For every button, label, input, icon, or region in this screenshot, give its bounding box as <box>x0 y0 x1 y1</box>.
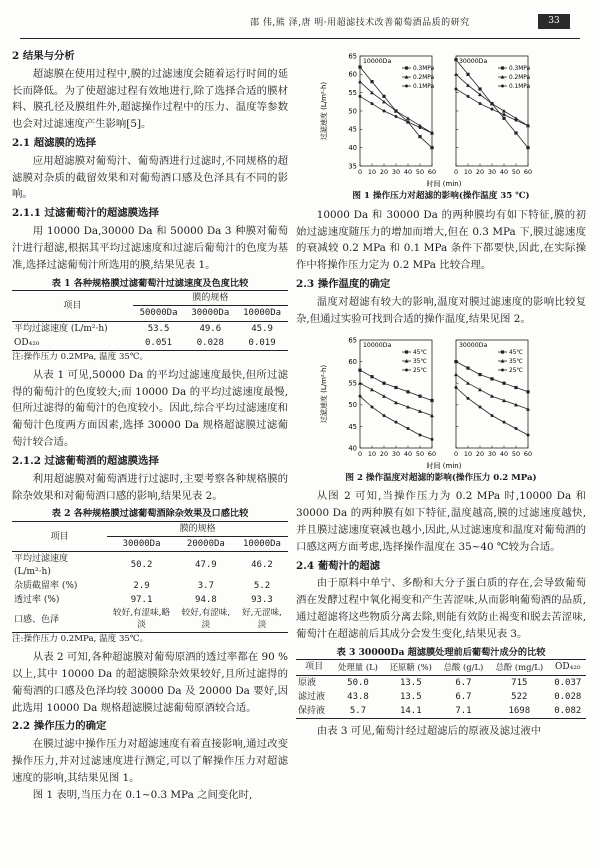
data-point <box>419 126 422 129</box>
table2-cell: 好,无涩味,淡 <box>242 607 282 630</box>
x-tick-label: 50 <box>511 449 521 458</box>
panel-label: 30000Da <box>459 341 488 349</box>
paragraph-2-1-2: 利用超滤膜对葡萄酒进行过滤时,主要考察各种规格膜的除杂效果和对葡萄酒口感的影响,结果见表 2。 <box>12 472 288 502</box>
header-rule <box>20 38 580 39</box>
legend-label: 45℃ <box>509 349 523 356</box>
data-point <box>503 113 506 116</box>
x-tick-label: 0 <box>357 168 363 176</box>
data-point <box>405 350 408 353</box>
table2-row-label: 透过率 (%) <box>14 594 60 605</box>
x-tick-label: 60 <box>523 168 533 176</box>
table3-col-header: 项目 <box>296 660 332 675</box>
table3-cell: 50.0 <box>347 677 369 688</box>
table3-col-header: 还原糖 (%) <box>384 660 438 675</box>
data-point <box>455 386 458 389</box>
table2-cell: 97.1 <box>130 594 153 605</box>
table1-cell: 0.019 <box>248 337 276 348</box>
data-point <box>527 124 530 127</box>
table3-cell: 715 <box>511 677 528 688</box>
table3-col-header: 总酚 (mg/L) <box>489 660 549 675</box>
data-point <box>454 58 457 61</box>
x-tick-label: 0 <box>453 449 459 458</box>
data-point <box>358 65 361 68</box>
table1-cell: 0.028 <box>196 337 224 348</box>
legend-label: 0.3MPa <box>413 66 435 73</box>
data-point <box>419 433 422 436</box>
x-tick-label: 60 <box>427 449 437 458</box>
data-point <box>502 381 505 384</box>
paragraph-table3-discussion: 由表 3 可见,葡萄汁经过超滤后的原液及滤过液中 <box>316 725 542 738</box>
data-point <box>406 116 410 120</box>
x-tick-label: 10 <box>463 449 473 458</box>
table1-cell: 0.051 <box>144 337 173 348</box>
table2-cell: 47.9 <box>195 560 217 571</box>
data-point <box>527 433 530 436</box>
data-point <box>406 390 409 393</box>
table3-cell: 13.5 <box>399 677 422 688</box>
table3-cell: 5.7 <box>349 705 367 716</box>
section-results-heading: 2 结果与分析 <box>12 50 75 62</box>
paragraph-table2-discussion: 从表 2 可知,各种超滤膜对葡萄原酒的透过率都在 90 %以上,其中 10000 Da 的超滤膜除杂效果较好,且所过滤得的葡萄酒的口感及色泽均较 30000 Da 及 20000 Da 要好,因此选用 10000 Da 规格超滤膜过滤葡萄原酒较合适。 <box>12 651 288 714</box>
legend-label: 0.1MPa <box>509 84 531 91</box>
table2-cell: 较好,有涩味,淡 <box>181 607 231 630</box>
data-point <box>501 85 504 88</box>
data-point <box>478 87 481 90</box>
y-tick-label: 60 <box>348 357 357 366</box>
x-tick-label: 0 <box>357 449 363 458</box>
x-tick-label: 10 <box>463 168 473 176</box>
table2-cell: 3.7 <box>197 580 214 591</box>
running-header <box>0 0 600 46</box>
table2-cell: 5.2 <box>253 580 271 591</box>
paragraph-figure1-discussion: 10000 Da 和 30000 Da 的两种膜均有如下特征,膜的初始过滤速度随压力的增加而增大,但在 0.3 MPa 下,膜过滤速度的衰减较 0.2 MPa 和 0.1 MPa 条件下都要快,因此,在实际操作中将操作压力定为 0.2 MPa 比较合理。 <box>296 208 586 272</box>
table1-col-header: 30000Da <box>184 306 236 321</box>
table2-row-label: 平均过滤速度 (L/m²·h) <box>14 554 69 577</box>
data-point <box>515 427 518 430</box>
table2-cell: 2.9 <box>133 580 150 591</box>
paragraph-2-2-continued: 图 1 表明,当压力在 0.1~0.3 MPa 之间变化时, <box>32 788 253 801</box>
data-point <box>454 360 457 363</box>
table2-col-header: 30000Da <box>107 537 175 552</box>
table3-cell: 1698 <box>508 705 531 716</box>
section-2-2-heading: 2.2 操作压力的确定 <box>12 720 107 733</box>
data-point <box>370 80 373 83</box>
y-tick-label: 55 <box>348 89 357 98</box>
data-point <box>395 115 398 118</box>
data-point <box>431 132 434 135</box>
table-row <box>12 552 288 579</box>
data-point <box>382 381 385 384</box>
data-point <box>382 95 385 98</box>
paragraph-figure2-discussion: 从图 2 可知,当操作压力为 0.2 MPa 时,10000 Da 和 30000 Da 的两种膜有如下特征,温度越高,膜的过滤速度越快,并且膜过滤速度衰减也越小,因此,从过滤速度和温度对葡萄酒的口感这两方面考虑,选择操作温度在 35~40 ℃较为合适。 <box>296 490 586 553</box>
table3-cell: 522 <box>511 691 528 702</box>
table2-cell: 93.3 <box>251 594 273 605</box>
data-point <box>418 394 421 397</box>
figure1-caption: 图 1 操作压力对超滤的影响(操作温度 35 ℃) <box>352 191 530 201</box>
section-2-3-heading: 2.3 操作温度的确定 <box>296 278 391 291</box>
data-point <box>467 95 470 98</box>
figure1-chart <box>316 48 566 188</box>
table1-col-header: 50000Da <box>133 306 185 321</box>
chart-panel <box>454 56 532 176</box>
table1-col-header: 10000Da <box>236 306 288 321</box>
data-point <box>467 396 470 399</box>
table2-cell: 94.8 <box>195 594 217 605</box>
table-row <box>12 321 288 336</box>
x-tick-label: 40 <box>499 449 509 458</box>
x-tick-label: 30 <box>391 168 401 176</box>
page-number: 33 <box>538 14 570 29</box>
section-2-1-2-heading: 2.1.2 过滤葡萄酒的超滤膜选择 <box>12 454 159 467</box>
y-tick-label: 40 <box>348 144 357 153</box>
table3-cell: 13.5 <box>399 691 422 702</box>
table-row <box>12 607 288 633</box>
table1-cell: 53.5 <box>147 323 170 334</box>
table3-row-label: 原液 <box>298 677 317 688</box>
left-column <box>12 48 288 804</box>
paragraph-2-1-1: 用 10000 Da,30000 Da 和 50000 Da 3 种膜对葡萄汁进行超滤,根据其平均过滤速度和过滤后葡萄汁的色度为基准,选择过滤葡萄汁所选用的膜,结果见表 1。 <box>12 224 288 271</box>
table3 <box>296 659 586 719</box>
chart-panel <box>358 56 436 176</box>
x-tick-label: 50 <box>415 449 425 458</box>
data-point <box>514 385 517 388</box>
data-point <box>383 110 386 113</box>
x-tick-label: 40 <box>403 168 413 176</box>
data-point <box>466 366 469 369</box>
table2-cell: 46.2 <box>251 560 273 571</box>
y-tick-label: 35 <box>348 162 357 171</box>
chart-panel <box>454 340 532 458</box>
table1-col-item: 项目 <box>12 291 133 321</box>
data-point <box>405 368 408 371</box>
table-row <box>12 579 288 593</box>
paragraph-2-4: 由于原料中单宁、多酚和大分子蛋白质的存在,会导致葡萄酒在发酵过程中氧化褐变和产生苦涩味,从而影响葡萄酒的品质,通过超滤将这些物质分离去除,则能有效防止褐变和脱去苦涩味,葡萄汁在超滤前后其成分会发生变化,结果见表 3。 <box>296 577 586 640</box>
legend-label: 0.2MPa <box>413 75 435 82</box>
x-tick-label: 50 <box>511 168 521 176</box>
x-tick-label: 40 <box>403 449 413 458</box>
table3-cell: 6.7 <box>455 677 472 688</box>
x-tick-label: 50 <box>415 168 425 176</box>
y-tick-label: 40 <box>348 443 357 452</box>
data-point <box>405 85 408 88</box>
table3-cell: 7.1 <box>455 705 472 716</box>
data-point <box>430 398 433 401</box>
y-axis-label: 过滤速度 (L/m²·h) <box>320 81 328 141</box>
table2-row-label: 口感、色泽 <box>14 614 60 625</box>
y-axis-label: 过滤速度 (L/m²·h) <box>320 364 328 423</box>
x-tick-label: 20 <box>475 449 485 458</box>
x-tick-label: 20 <box>379 449 389 458</box>
y-tick-label: 50 <box>348 107 357 116</box>
right-column <box>296 48 586 740</box>
table3-row-label: 保持液 <box>298 705 326 716</box>
data-point <box>454 372 458 376</box>
legend-label: 0.3MPa <box>509 66 531 73</box>
table2-col-header: 10000Da <box>236 537 288 552</box>
x-tick-label: 0 <box>453 168 459 176</box>
data-point <box>418 135 421 138</box>
data-point <box>491 414 494 417</box>
table1-caption: 表 1 各种规格膜过滤葡萄汁过滤速度及色度比较 <box>51 277 249 289</box>
data-point <box>478 387 482 391</box>
legend-label: 35℃ <box>413 358 427 365</box>
panel-label: 30000Da <box>459 58 488 65</box>
data-point <box>478 372 481 375</box>
table1-row-label: 平均过滤速度 (L/m²·h) <box>14 323 108 334</box>
data-point <box>491 108 494 111</box>
table3-col-header: OD₄₂₀ <box>550 660 586 675</box>
table-row <box>296 690 586 704</box>
data-point <box>359 394 362 397</box>
table2-col-header: 20000Da <box>176 537 236 552</box>
table2-group-header: 膜的规格 <box>107 522 288 537</box>
data-point <box>370 387 374 391</box>
chart-panel <box>358 340 436 458</box>
figure1 <box>316 48 566 188</box>
legend-label: 0.1MPa <box>413 84 435 91</box>
table3-row-label: 滤过液 <box>298 691 326 702</box>
legend-label: 25℃ <box>413 367 427 374</box>
paragraph-2-3: 温度对超滤有较大的影响,温度对膜过滤速度的影响比较复杂,但通过实验可找到合适的操作温度,结果见图 2。 <box>296 295 586 325</box>
table1-cell: 49.6 <box>199 323 222 334</box>
panel-label: 10000Da <box>363 341 392 349</box>
data-point <box>371 102 374 105</box>
legend-label: 0.2MPa <box>509 75 531 82</box>
table2-cell: 50.2 <box>130 560 153 571</box>
paragraph-2-1: 应用超滤膜对葡萄汁、葡萄酒进行过滤时,不同规格的超滤膜对杂质的截留效果和对葡萄酒口感及色泽具有不同的影响。 <box>12 154 288 201</box>
y-tick-label: 65 <box>348 335 357 344</box>
x-tick-label: 10 <box>367 168 377 176</box>
panel-label: 10000Da <box>363 58 392 65</box>
table3-cell: 14.1 <box>399 705 422 716</box>
y-tick-label: 45 <box>348 125 357 134</box>
data-point <box>430 146 433 149</box>
table2-cell: 较好,有涩味,略淡 <box>113 607 171 630</box>
data-point <box>358 368 361 371</box>
table3-cell: 6.7 <box>455 691 472 702</box>
legend-label: 35℃ <box>509 358 523 365</box>
x-axis-label: 时间 (min) <box>426 461 462 470</box>
table3-cell: 0.082 <box>554 705 582 716</box>
table2 <box>12 521 288 633</box>
table3-cell: 43.8 <box>347 691 369 702</box>
data-point <box>501 350 504 353</box>
data-point <box>395 420 398 423</box>
data-point <box>359 95 362 98</box>
x-axis-label: 时间 (min) <box>426 180 462 188</box>
table3-caption: 表 3 30000Da 超滤膜处理前后葡萄汁成分的比较 <box>336 646 546 658</box>
data-point <box>503 420 506 423</box>
table3-cell: 0.037 <box>554 677 582 688</box>
x-tick-label: 10 <box>367 449 377 458</box>
legend-label: 45℃ <box>413 349 427 356</box>
table1-cell: 45.9 <box>251 323 273 334</box>
data-point <box>383 414 386 417</box>
x-tick-label: 20 <box>475 168 485 176</box>
data-point <box>479 102 482 105</box>
data-point <box>431 437 434 440</box>
legend-label: 25℃ <box>509 367 523 374</box>
x-tick-label: 30 <box>487 168 497 176</box>
y-tick-label: 55 <box>348 379 357 388</box>
intro-paragraph: 超滤膜在使用过程中,膜的过滤速度会随着运行时间的延长而降低。为了使超滤过程有效地进行,除了选择合适的膜材料、膜孔径及膜组件外,超滤操作过程中的压力、温度等参数也会对过滤速度产生影响[5]。 <box>12 67 288 131</box>
table-row <box>296 704 586 719</box>
table2-note: 注:操作压力 0.2MPa, 温度 35℃。 <box>12 634 149 645</box>
table-row <box>12 336 288 351</box>
section-2-1-1-heading: 2.1.1 过滤葡萄汁的超滤膜选择 <box>12 207 159 220</box>
data-point <box>466 73 469 76</box>
figure2-caption: 图 2 操作温度对超滤的影响(操作压力 0.2 MPa) <box>345 472 537 483</box>
data-point <box>405 66 408 69</box>
header-title: 邵 伟,熊 泽,唐 明·用超滤技术改善葡萄酒品质的研究 <box>250 18 470 28</box>
data-point <box>502 109 506 113</box>
table3-col-header: 总酸 (g/L) <box>438 660 489 675</box>
paragraph-2-2: 在膜过滤中操作压力对超滤速度有着直接影响,通过改变操作压力,并对过滤速度进行测定,可以了解操作压力对超滤速度的影响,其结果见图 1。 <box>12 738 288 784</box>
y-tick-label: 65 <box>348 52 357 61</box>
data-point <box>394 385 397 388</box>
data-point <box>370 375 373 378</box>
table-row <box>296 675 586 690</box>
data-point <box>515 119 518 122</box>
table1 <box>12 290 288 351</box>
table2-col-item: 项目 <box>12 522 107 552</box>
data-point <box>407 427 410 430</box>
x-tick-label: 30 <box>391 449 401 458</box>
data-point <box>394 400 398 404</box>
data-point <box>479 405 482 408</box>
x-tick-label: 40 <box>499 168 509 176</box>
data-point <box>514 131 517 134</box>
data-point <box>490 377 493 380</box>
table3-col-header: 处理量 (L) <box>332 660 383 675</box>
data-point <box>455 88 458 91</box>
data-point <box>501 66 504 69</box>
table2-caption: 表 2 各种规格膜过滤葡萄酒除杂效果及口感比较 <box>51 508 249 520</box>
data-point <box>526 390 529 393</box>
data-point <box>526 146 529 149</box>
figure2 <box>316 332 566 470</box>
data-point <box>501 368 504 371</box>
data-point <box>382 394 386 398</box>
x-tick-label: 30 <box>487 449 497 458</box>
table2-row-label: 杂质截留率 (%) <box>14 580 78 591</box>
table1-row-label: OD₄₂₀ <box>14 337 40 348</box>
data-point <box>358 80 362 84</box>
figure2-chart <box>316 332 566 470</box>
table-row <box>12 593 288 607</box>
section-2-1-heading: 2.1 超滤膜的选择 <box>12 137 97 150</box>
x-tick-label: 20 <box>379 168 389 176</box>
x-tick-label: 60 <box>523 449 533 458</box>
x-tick-label: 60 <box>427 168 437 176</box>
data-point <box>490 394 494 398</box>
table1-group-header: 膜的规格 <box>133 291 288 306</box>
table3-cell: 0.028 <box>554 691 582 702</box>
table1-note: 注:操作压力 0.2MPa, 温度 35℃。 <box>12 351 149 362</box>
y-tick-label: 45 <box>348 422 357 431</box>
section-2-4-heading: 2.4 葡萄汁的超滤 <box>296 559 381 572</box>
data-point <box>407 121 410 124</box>
paragraph-table1-discussion: 从表 1 可见,50000 Da 的平均过滤速度最快,但所过滤得的葡萄汁的色度较大;而 10000 Da 的平均过滤速度最慢,但所过滤得的葡萄汁的色度较小。因此,综合平均过滤速度和葡萄汁色度两方面因素,选择 30000 Da 规格超滤膜过滤葡萄汁较合适。 <box>12 368 288 449</box>
y-tick-label: 60 <box>348 70 357 79</box>
series-line <box>456 74 531 125</box>
data-point <box>371 405 374 408</box>
data-point <box>502 117 505 120</box>
y-tick-label: 50 <box>348 400 357 409</box>
